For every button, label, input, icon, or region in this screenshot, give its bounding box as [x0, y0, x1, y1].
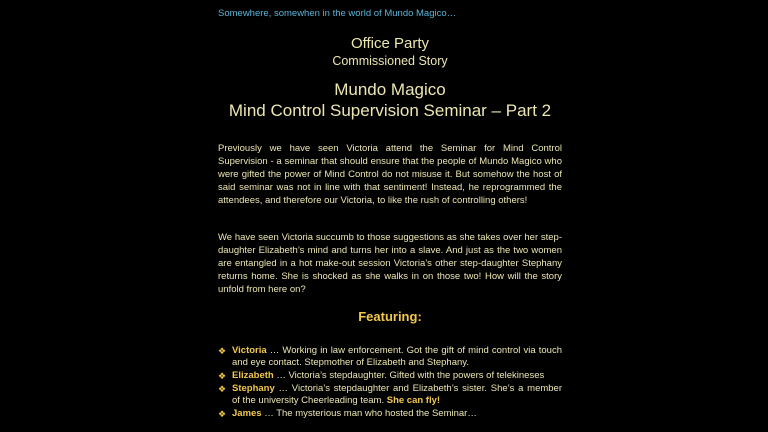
list-item: [218, 370, 562, 382]
character-name: James: [232, 408, 262, 419]
character-description: … Victoria’s stepdaughter and Elizabeth’s sister. She’s a member of the university Cheerleading team.: [232, 383, 562, 406]
featuring-heading: Featuring:: [358, 309, 422, 324]
character-highlight: She can fly!: [386, 395, 441, 406]
title-seminar-part-2: Mind Control Supervision Seminar – Part 2: [228, 101, 552, 120]
diamond-bullet-icon: ❖: [218, 346, 227, 356]
character-description: … Victoria’s stepdaughter. Gifted with the powers of telekineses: [273, 370, 545, 381]
title-office-party: Office Party: [350, 35, 430, 52]
character-name: Stephany: [232, 383, 275, 394]
title-mundo-magico: Mundo Magico: [334, 80, 446, 99]
featuring-list: [218, 345, 562, 421]
character-name: Elizabeth: [232, 370, 274, 381]
character-description: … The mysterious man who hosted the Seminar…: [261, 408, 477, 419]
character-description: … Working in law enforcement. Got the gift of mind control via touch and eye contact. Stepmother of Elizabeth and Stephany.: [232, 345, 562, 368]
paragraph-succumb: We have seen Victoria succumb to those suggestions as she takes over her step-daughter Elizabeth’s mind and turns her into a slave. And just as the two women are entangled in a hot make-out session Victoria’s other step-daughter Stephany returns home. She is shocked as she walks in on those two! How will the story unfold from here on?: [218, 232, 562, 295]
list-item: [218, 345, 562, 369]
title-commissioned-story: Commissioned Story: [332, 54, 448, 68]
tagline: Somewhere, somewhen in the world of Mundo Magico…: [218, 8, 457, 19]
title-block: [218, 34, 562, 121]
diamond-bullet-icon: ❖: [218, 384, 227, 394]
character-name: Victoria: [232, 345, 267, 356]
paragraph-previously: Previously we have seen Victoria attend the Seminar for Mind Control Supervision - a seminar that should ensure that the people of Mundo Magico who were gifted the power of Mind Control do not misuse it. But somehow the host of said seminar was not in line with that sentiment! Instead, he reprogrammed the attendees, and therefore our Victoria, to like the rush of controlling others!: [218, 143, 562, 206]
diamond-bullet-icon: ❖: [218, 371, 227, 381]
list-item: [218, 408, 562, 420]
diamond-bullet-icon: ❖: [218, 409, 227, 419]
list-item: [218, 383, 562, 407]
